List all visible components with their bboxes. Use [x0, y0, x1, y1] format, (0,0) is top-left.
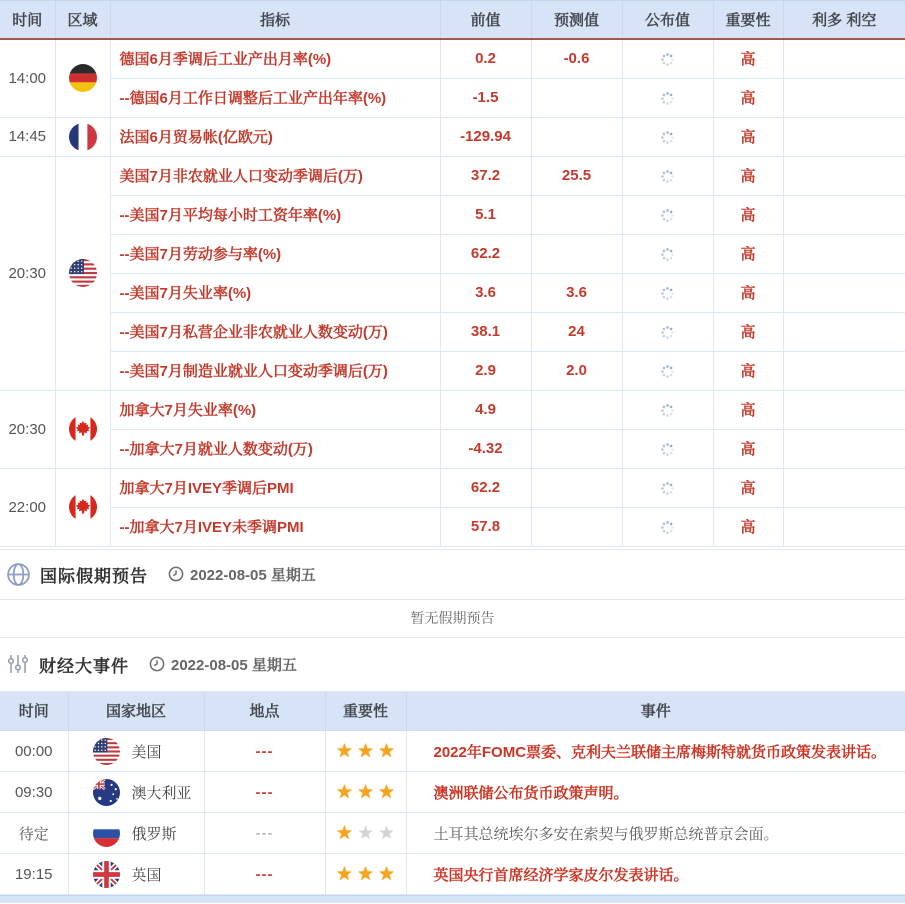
- forecast-value: [531, 468, 622, 507]
- calendar-row: [0, 468, 905, 507]
- holiday-section-date: 2022-08-05 星期五: [190, 566, 316, 584]
- star-icon: ★: [378, 863, 396, 885]
- previous-value: -1.5: [440, 78, 531, 117]
- star-icon: ★: [356, 781, 375, 803]
- importance-value: 高: [713, 273, 783, 312]
- star-icon: ★: [335, 822, 353, 844]
- holiday-section-title: 国际假期预告: [40, 566, 148, 586]
- published-value-cell: [622, 351, 713, 390]
- indicator-link[interactable]: --加拿大7月就业人数变动(万): [110, 429, 440, 468]
- forecast-value: [531, 117, 622, 156]
- event-text[interactable]: 英国央行首席经济学家皮尔发表讲话。: [406, 854, 905, 895]
- star-icon: ★: [335, 740, 353, 762]
- importance-value: 高: [713, 156, 783, 195]
- importance-value: 高: [713, 468, 783, 507]
- previous-value: 0.2: [440, 39, 531, 79]
- star-icon: ★: [356, 822, 375, 844]
- country-wrap: [69, 779, 204, 806]
- loading-spinner-icon: [660, 169, 675, 184]
- previous-value: 37.2: [440, 156, 531, 195]
- published-value-cell: [622, 468, 713, 507]
- calendar-row: [0, 507, 905, 546]
- calendar-row: [0, 429, 905, 468]
- loading-spinner-icon: [660, 91, 675, 106]
- forecast-value: 24: [531, 312, 622, 351]
- loading-spinner-icon: [660, 403, 675, 418]
- calendar-column-header: 利多 利空: [783, 1, 905, 39]
- importance-stars: [325, 772, 406, 813]
- indicator-link[interactable]: 美国7月非农就业人口变动季调后(万): [110, 156, 440, 195]
- published-value-cell: [622, 234, 713, 273]
- published-value-cell: [622, 78, 713, 117]
- calendar-column-header: 前值: [440, 1, 531, 39]
- calendar-column-header: 区域: [55, 1, 110, 39]
- country-cell: [68, 854, 204, 895]
- forecast-value: [531, 78, 622, 117]
- bull-bear-cell: [783, 273, 905, 312]
- region-cell: [55, 390, 110, 468]
- loading-spinner-icon: [660, 247, 675, 262]
- canada-flag-icon: [69, 493, 97, 521]
- forecast-value: [531, 390, 622, 429]
- importance-value: 高: [713, 351, 783, 390]
- bull-bear-cell: [783, 390, 905, 429]
- event-time-cell: 09:30: [0, 772, 68, 813]
- importance-stars: [325, 854, 406, 895]
- country-name: 英国: [131, 866, 162, 884]
- forecast-value: [531, 234, 622, 273]
- star-icon: ★: [335, 781, 353, 803]
- forecast-value: [531, 507, 622, 546]
- uk-flag-icon: [93, 861, 120, 888]
- indicator-link[interactable]: --美国7月失业率(%): [110, 273, 440, 312]
- importance-stars: [325, 731, 406, 772]
- calendar-row: [0, 78, 905, 117]
- bull-bear-cell: [783, 507, 905, 546]
- bull-bear-cell: [783, 234, 905, 273]
- event-time-cell: 00:00: [0, 731, 68, 772]
- event-time-cell: 待定: [0, 813, 68, 854]
- event-text: 土耳其总统埃尔多安在索契与俄罗斯总统普京会面。: [406, 813, 905, 854]
- events-column-header: 时间: [0, 692, 68, 731]
- clock-icon: [149, 656, 165, 672]
- indicator-link[interactable]: --德国6月工作日调整后工业产出年率(%): [110, 78, 440, 117]
- holiday-section-header: [0, 549, 905, 600]
- indicator-link[interactable]: --加拿大7月IVEY未季调PMI: [110, 507, 440, 546]
- published-value-cell: [622, 429, 713, 468]
- calendar-row: [0, 312, 905, 351]
- country-name: 美国: [131, 743, 162, 761]
- previous-value: 62.2: [440, 468, 531, 507]
- event-text[interactable]: 澳洲联储公布货币政策声明。: [406, 772, 905, 813]
- calendar-column-header: 重要性: [713, 1, 783, 39]
- star-icon: ★: [378, 822, 396, 844]
- country-wrap: [69, 738, 204, 765]
- loading-spinner-icon: [660, 130, 675, 145]
- event-row: [0, 854, 905, 895]
- calendar-row: [0, 273, 905, 312]
- importance-value: 高: [713, 78, 783, 117]
- event-text[interactable]: 2022年FOMC票委、克利夫兰联储主席梅斯特就货币政策发表讲话。: [406, 731, 905, 772]
- globe-icon: [6, 562, 31, 587]
- forecast-value: [531, 429, 622, 468]
- published-value-cell: [622, 507, 713, 546]
- loading-spinner-icon: [660, 520, 675, 535]
- clock-icon: [168, 566, 184, 582]
- previous-value: 2.9: [440, 351, 531, 390]
- events-column-header: 国家地区: [68, 692, 204, 731]
- time-cell: 20:30: [0, 156, 55, 390]
- events-section-date: 2022-08-05 星期五: [171, 656, 297, 674]
- country-name: 澳大利亚: [131, 784, 192, 802]
- events-column-header: 事件: [406, 692, 905, 731]
- star-icon: ★: [378, 740, 396, 762]
- loading-spinner-icon: [660, 325, 675, 340]
- events-header-row: [0, 692, 905, 731]
- event-row: [0, 813, 905, 854]
- previous-value: 3.6: [440, 273, 531, 312]
- published-value-cell: [622, 312, 713, 351]
- importance-value: 高: [713, 39, 783, 79]
- importance-value: 高: [713, 507, 783, 546]
- importance-value: 高: [713, 429, 783, 468]
- star-icon: ★: [356, 863, 375, 885]
- published-value-cell: [622, 390, 713, 429]
- calendar-column-header: 时间: [0, 1, 55, 39]
- calendar-row: [0, 351, 905, 390]
- indicator-link[interactable]: 法国6月贸易帐(亿欧元): [110, 117, 440, 156]
- loading-spinner-icon: [660, 481, 675, 496]
- events-section-header: [0, 638, 905, 692]
- loading-spinner-icon: [660, 442, 675, 457]
- previous-value: 38.1: [440, 312, 531, 351]
- country-wrap: [69, 861, 204, 888]
- previous-value: 4.9: [440, 390, 531, 429]
- next-table-header-partial: [0, 895, 905, 903]
- indicator-link[interactable]: 德国6月季调后工业产出月率(%): [110, 39, 440, 79]
- published-value-cell: [622, 273, 713, 312]
- forecast-value: [531, 195, 622, 234]
- country-cell: [68, 813, 204, 854]
- published-value-cell: [622, 195, 713, 234]
- country-cell: [68, 772, 204, 813]
- calendar-row: [0, 156, 905, 195]
- region-cell: [55, 117, 110, 156]
- calendar-column-header: 预测值: [531, 1, 622, 39]
- bull-bear-cell: [783, 78, 905, 117]
- usa-flag-icon: [69, 259, 97, 287]
- importance-value: 高: [713, 234, 783, 273]
- calendar-row: [0, 195, 905, 234]
- forecast-value: 3.6: [531, 273, 622, 312]
- indicator-link[interactable]: --美国7月平均每小时工资年率(%): [110, 195, 440, 234]
- bull-bear-cell: [783, 156, 905, 195]
- bull-bear-cell: [783, 429, 905, 468]
- indicator-link[interactable]: --美国7月劳动参与率(%): [110, 234, 440, 273]
- calendar-header-row: [0, 1, 905, 39]
- calendar-column-header: 指标: [110, 1, 440, 39]
- star-icon: ★: [356, 740, 375, 762]
- bull-bear-cell: [783, 351, 905, 390]
- time-cell: 20:30: [0, 390, 55, 468]
- sliders-icon: [6, 652, 30, 676]
- indicator-link[interactable]: --美国7月制造业就业人口变动季调后(万): [110, 351, 440, 390]
- published-value-cell: [622, 156, 713, 195]
- bull-bear-cell: [783, 117, 905, 156]
- holiday-empty-row: [0, 600, 905, 638]
- events-section-title: 财经大事件: [39, 656, 129, 676]
- star-icon: ★: [335, 863, 353, 885]
- event-time-cell: 19:15: [0, 854, 68, 895]
- country-name: 俄罗斯: [131, 825, 177, 843]
- previous-value: 57.8: [440, 507, 531, 546]
- indicator-link[interactable]: --美国7月私营企业非农就业人数变动(万): [110, 312, 440, 351]
- loading-spinner-icon: [660, 364, 675, 379]
- indicator-link[interactable]: 加拿大7月IVEY季调后PMI: [110, 468, 440, 507]
- australia-flag-icon: [93, 779, 120, 806]
- calendar-row: [0, 234, 905, 273]
- location-cell: ---: [204, 813, 325, 854]
- forecast-value: 25.5: [531, 156, 622, 195]
- region-cell: [55, 468, 110, 546]
- previous-value: 5.1: [440, 195, 531, 234]
- time-cell: 22:00: [0, 468, 55, 546]
- time-cell: 14:00: [0, 39, 55, 118]
- calendar-row: [0, 117, 905, 156]
- france-flag-icon: [69, 123, 97, 151]
- loading-spinner-icon: [660, 286, 675, 301]
- star-icon: ★: [378, 781, 396, 803]
- region-cell: [55, 156, 110, 390]
- russia-flag-icon: [93, 820, 120, 847]
- location-cell: ---: [204, 854, 325, 895]
- location-cell: ---: [204, 772, 325, 813]
- events-column-header: 重要性: [325, 692, 406, 731]
- country-wrap: [69, 820, 204, 847]
- indicator-link[interactable]: 加拿大7月失业率(%): [110, 390, 440, 429]
- previous-value: -4.32: [440, 429, 531, 468]
- published-value-cell: [622, 39, 713, 79]
- canada-flag-icon: [69, 415, 97, 443]
- loading-spinner-icon: [660, 208, 675, 223]
- region-cell: [55, 39, 110, 118]
- calendar-row: [0, 39, 905, 79]
- calendar-row: [0, 390, 905, 429]
- event-row: [0, 772, 905, 813]
- importance-value: 高: [713, 195, 783, 234]
- importance-value: 高: [713, 117, 783, 156]
- events-column-header: 地点: [204, 692, 325, 731]
- forecast-value: -0.6: [531, 39, 622, 79]
- usa-flag-icon: [93, 738, 120, 765]
- forecast-value: 2.0: [531, 351, 622, 390]
- loading-spinner-icon: [660, 52, 675, 67]
- events-table: [0, 692, 905, 896]
- bull-bear-cell: [783, 195, 905, 234]
- importance-value: 高: [713, 312, 783, 351]
- importance-value: 高: [713, 390, 783, 429]
- calendar-column-header: 公布值: [622, 1, 713, 39]
- time-cell: 14:45: [0, 117, 55, 156]
- country-cell: [68, 731, 204, 772]
- published-value-cell: [622, 117, 713, 156]
- germany-flag-icon: [69, 64, 97, 92]
- importance-stars: [325, 813, 406, 854]
- previous-value: 62.2: [440, 234, 531, 273]
- bull-bear-cell: [783, 468, 905, 507]
- holiday-empty-notice: 暂无假期预告: [410, 610, 495, 626]
- bull-bear-cell: [783, 39, 905, 79]
- location-cell: ---: [204, 731, 325, 772]
- previous-value: -129.94: [440, 117, 531, 156]
- bull-bear-cell: [783, 312, 905, 351]
- event-row: [0, 731, 905, 772]
